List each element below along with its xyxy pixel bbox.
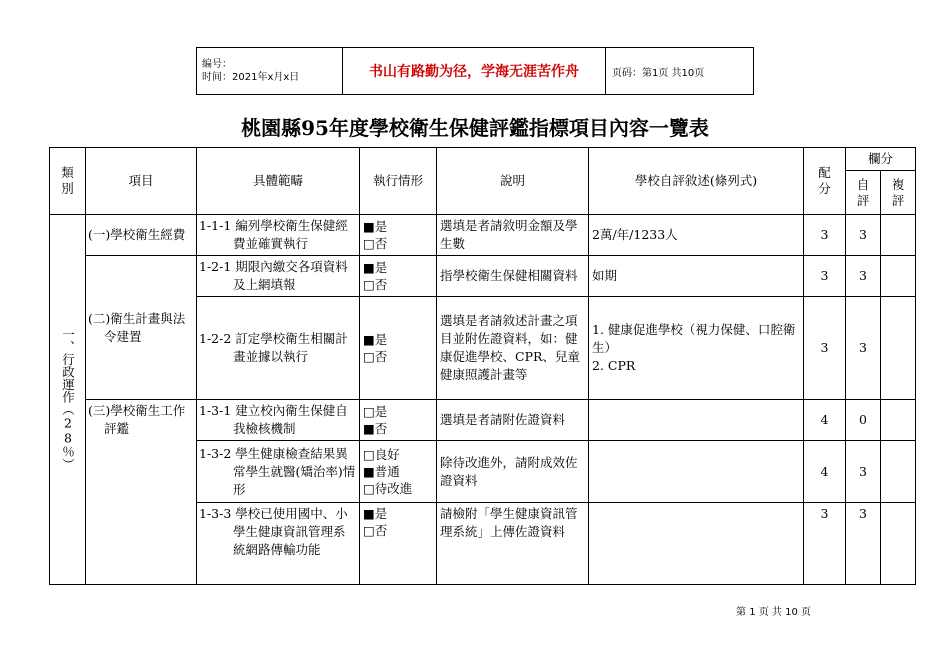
- scope-cell: 1-3-3 學校已使用國中、小學生健康資訊管理系統網路傳輸功能: [197, 503, 360, 585]
- status-cell: ■是 □否: [360, 297, 437, 400]
- weight-cell: 3: [804, 503, 846, 585]
- narrative-cell: [589, 400, 804, 441]
- weight-cell: 3: [804, 256, 846, 297]
- review-cell: [881, 215, 916, 256]
- desc-cell: 請檢附「學生健康資訊管理系統」上傳佐證資料: [437, 503, 589, 585]
- review-cell: [881, 441, 916, 503]
- col-status: 執行情形: [360, 148, 437, 215]
- review-cell: [881, 256, 916, 297]
- status-cell: ■是 □否: [360, 503, 437, 585]
- status-cell: □是 ■否: [360, 400, 437, 441]
- table-row: [50, 400, 916, 441]
- scope-cell: 1-3-2 學生健康檢查結果異常學生就醫(矯治率)情形: [197, 441, 360, 503]
- narrative-cell: [589, 441, 804, 503]
- category-cell: 一、行政運作（28％）: [50, 215, 86, 585]
- scope-cell: 1-3-1 建立校內衛生保健自我檢核機制: [197, 400, 360, 441]
- page-title: 桃園縣95年度學校衛生保健評鑑指標項目內容一覽表: [241, 116, 709, 140]
- review-cell: [881, 400, 916, 441]
- scope-cell: 1-2-1 期限內繳交各項資料及上網填報: [197, 256, 360, 297]
- weight-cell: 4: [804, 400, 846, 441]
- status-cell: ■是 □否: [360, 215, 437, 256]
- weight-cell: 4: [804, 441, 846, 503]
- item-cell: (二)衛生計畫與法令建置: [86, 256, 197, 400]
- narrative-cell: 2萬/年/1233人: [589, 215, 804, 256]
- page-footer: 第 1 页 共 10 页: [736, 607, 811, 618]
- col-review: 複評: [881, 171, 916, 215]
- self-cell: 3: [846, 441, 881, 503]
- table-row: [50, 256, 916, 297]
- page-label: 页码：第1页 共10页: [606, 48, 754, 95]
- col-score-group: 欄分: [846, 148, 916, 171]
- self-cell: 3: [846, 215, 881, 256]
- item-cell: (一)學校衛生經費: [86, 215, 197, 256]
- scope-cell: 1-1-1 編列學校衛生保健經費並確實執行: [197, 215, 360, 256]
- desc-cell: 選填是者請附佐證資料: [437, 400, 589, 441]
- table-row: [50, 215, 916, 256]
- narrative-cell: 1. 健康促進學校（視力保健、口腔衛生） 2. CPR: [589, 297, 804, 400]
- desc-cell: 除待改進外，請附成效佐證資料: [437, 441, 589, 503]
- review-cell: [881, 503, 916, 585]
- desc-cell: 指學校衛生保健相關資料: [437, 256, 589, 297]
- narrative-cell: 如期: [589, 256, 804, 297]
- self-cell: 0: [846, 400, 881, 441]
- col-desc: 說明: [437, 148, 589, 215]
- col-self: 自評: [846, 171, 881, 215]
- criteria-table: [49, 147, 916, 585]
- item-cell: (三)學校衛生工作評鑑: [86, 400, 197, 585]
- col-narrative: 學校自評敘述(條列式): [589, 148, 804, 215]
- motto: 书山有路勤为径，学海无涯苦作舟: [343, 48, 606, 95]
- time-label: 时间：2021年x月x日: [202, 72, 300, 83]
- review-cell: [881, 297, 916, 400]
- status-cell: □良好 ■普通 □待改進: [360, 441, 437, 503]
- desc-cell: 選填是者請敘述計畫之項目並附佐證資料，如：健康促進學校、CPR、兒童健康照護計畫等: [437, 297, 589, 400]
- scope-cell: 1-2-2 訂定學校衛生相關計畫並據以執行: [197, 297, 360, 400]
- weight-cell: 3: [804, 297, 846, 400]
- col-scope: 具體範疇: [197, 148, 360, 215]
- narrative-cell: [589, 503, 804, 585]
- col-category: 類別: [50, 148, 86, 215]
- desc-cell: 選填是者請敘明金額及學生數: [437, 215, 589, 256]
- col-weight: 配分: [804, 148, 846, 215]
- header-row: [50, 148, 916, 171]
- weight-cell: 3: [804, 215, 846, 256]
- status-cell: ■是 □否: [360, 256, 437, 297]
- number-label: 编号：: [202, 59, 232, 70]
- self-cell: 3: [846, 256, 881, 297]
- self-cell: 3: [846, 503, 881, 585]
- col-item: 項目: [86, 148, 197, 215]
- doc-header: [196, 47, 754, 95]
- header-meta: [197, 48, 343, 95]
- self-cell: 3: [846, 297, 881, 400]
